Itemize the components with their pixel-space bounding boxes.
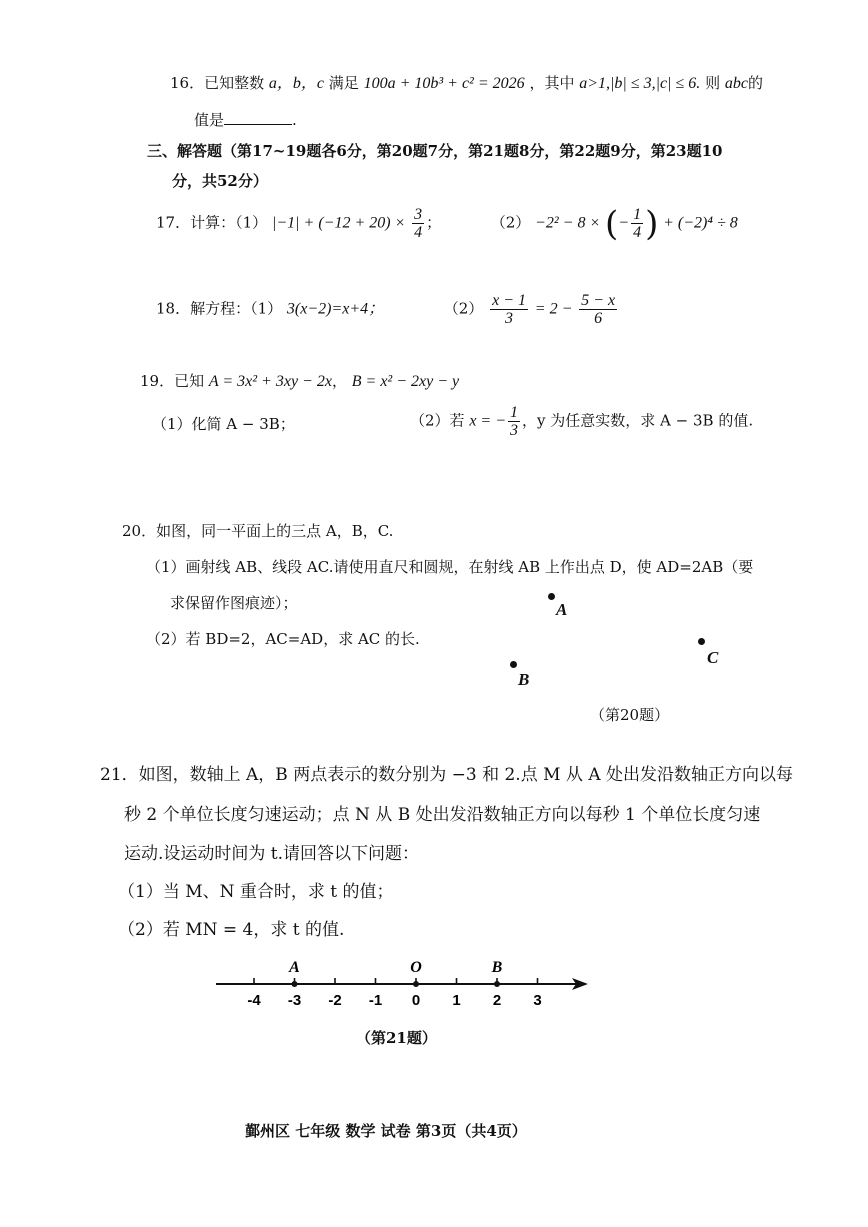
point-a-dot [292, 981, 298, 987]
point-b-dot [494, 981, 500, 987]
point-a-label: A [289, 959, 300, 976]
fraction: $\frac{3}{4}$ [414, 206, 423, 241]
q21-line2: 秒 2 个单位长度匀速运动；点 N 从 B 处出发沿数轴正方向以每秒 1 个单位长度匀速 [124, 805, 761, 825]
section3-title-line1: 三、解答题（第17~19题各6分，第20题7分，第21题8分，第22题9分，第23题10 [147, 142, 723, 160]
q20-line2: （1）画射线 AB、线段 AC.请使用直尺和圆规，在射线 AB 上作出点 D，使 AD=2AB（要 [146, 558, 754, 576]
tick-label: 3 [533, 992, 542, 1009]
point-b-dot [510, 661, 517, 668]
page-footer: 鄞州区 七年级 数学 试卷 第3页（共4页） [245, 1122, 527, 1140]
point-o-dot [413, 981, 419, 987]
fraction: $\frac{1}{4}$ [633, 206, 642, 241]
number-line-tick-labels [247, 992, 541, 1009]
q16-line1: 16．已知整数 a，b，c 满足 100a + 10b³ + c² = 2026 ，其中 a>1,|b| ≤ 3,|c| ≤ 6. 则 abc的 [170, 74, 763, 92]
q20-caption: （第20题） [590, 706, 670, 724]
fraction: $\frac{1}{3}$ [510, 404, 519, 439]
q21-part1: （1）当 M、N 重合时，求 t 的值； [118, 882, 394, 902]
point-b-label: B [518, 670, 530, 689]
q19-part1: （1）化简 A − 3B； [152, 415, 295, 433]
point-c-dot [698, 638, 705, 645]
q17: 17．计算：（1） |−1| + (−12 + 20) × $\frac{3}{4}$ ； （2） −2² − 8 × (− $\frac{1}{4}$ ) + (−2)⁴ ÷ 8 [156, 203, 738, 244]
tick-label: 1 [452, 992, 461, 1009]
tick-label: -4 [247, 992, 261, 1009]
tick-label: -2 [328, 992, 342, 1009]
tick-label: -1 [368, 992, 383, 1009]
number-line-points [288, 959, 503, 987]
fraction: $\frac{5 - x}{6}$ [581, 292, 616, 327]
q20-line3: 求保留作图痕迹）； [170, 594, 298, 612]
q21-line1: 21．如图，数轴上 A，B 两点表示的数分别为 −3 和 2.点 M 从 A 处出发沿数轴正方向以每 [100, 765, 793, 785]
q20-line4: （2）若 BD=2，AC=AD，求 AC 的长. [146, 630, 420, 648]
q16-line2: 值是 . [194, 108, 297, 131]
section3-title-line2: 分，共52分） [172, 172, 268, 190]
q21-line3: 运动.设运动时间为 t.请回答以下问题： [124, 844, 420, 864]
q20-line1: 20．如图，同一平面上的三点 A，B，C. [122, 522, 394, 540]
q21-part2: （2）若 MN = 4，求 t 的值. [118, 920, 345, 940]
tick-label: -3 [287, 992, 302, 1009]
number-line [210, 950, 600, 1020]
point-c-label: C [707, 648, 719, 667]
fraction: $\frac{x - 1}{3}$ [492, 292, 526, 327]
q18: 18．解方程：（1） 3(x−2)=x+4； （2） $\frac{x - 1}{3}$ = 2 − $\frac{5 - x}{6}$ [156, 292, 616, 327]
q19-part2: （2）若 x = − $\frac{1}{3}$ ，y 为任意实数，求 A − 3B 的值. [410, 404, 754, 439]
tick-label: 0 [411, 992, 421, 1009]
point-a-label: A [556, 600, 568, 619]
answer-blank [224, 108, 292, 125]
q21-caption: （第21题） [356, 1029, 437, 1047]
point-a-dot [548, 593, 555, 600]
tick-label: 2 [492, 992, 502, 1009]
q19-line1: 19．已知 A = 3x² + 3xy − 2x， B = x² − 2xy − y [140, 372, 460, 390]
point-b-label: B [491, 959, 503, 976]
point-o-label: O [410, 959, 422, 976]
